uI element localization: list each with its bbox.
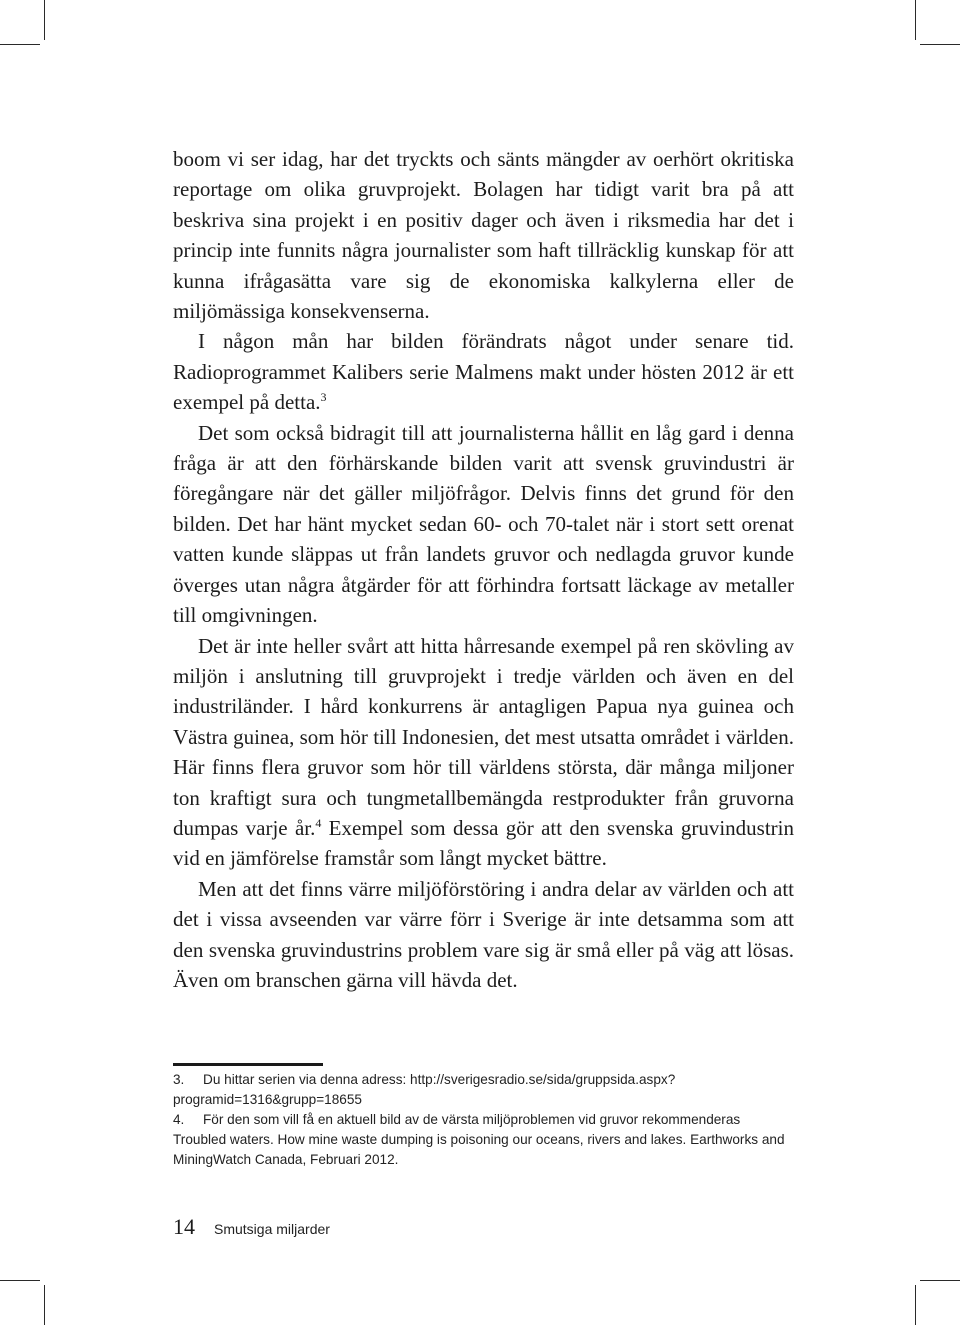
paragraph-4: Det är inte heller svårt att hitta hårresande exempel på ren skövling av miljön i anslutning till gruvprojekt i tredje världen och även en del industriländer. I hård konkurrens är antagligen Papua nya guinea och Västra guinea, som hör till Indonesien, det mest utsatta området i världen. Här finns flera gruvor som hör till världens största, där många miljoner ton kraftigt sura och tungmetallbemängda restprodukter från gruvorna dumpas varje år.$^4$ Exempel som dessa gör att den svenska gruvindustrin vid en jämförelse framstår som långt mycket bättre. <box>173 633 794 871</box>
footnote-text: För den som vill få en aktuell bild av de värsta miljöproblemen vid gruvor rekommenderas Troubled waters. How mine waste dumping is poisoning our oceans, rivers and lakes. Earthworks and MiningWatch Canada, Februari 2012. <box>173 1112 785 1167</box>
crop-mark-bottom-right <box>915 1285 916 1325</box>
paragraph-5: Men att det finns värre miljöförstöring i andra delar av världen och att det i vissa avseenden var värre förr i Sverige är inte detsamma som att den svenska gruvindustrins problem vare sig är små eller på väg att lösas. Även om branschen gärna vill hävda det. <box>173 876 794 992</box>
body-text <box>173 144 794 995</box>
footnote-text: Du hittar serien via denna adress: http://sverigesradio.se/sida/gruppsida.aspx?programid=1316&grupp=18655 <box>173 1072 676 1107</box>
crop-mark-bottom-left <box>44 1285 45 1325</box>
running-title: Smutsiga miljarder <box>214 1221 330 1237</box>
crop-mark-top-right <box>915 0 916 40</box>
footnotes <box>173 1070 793 1170</box>
page-number: 14 <box>173 1214 195 1239</box>
crop-mark-left-bottom <box>0 1280 40 1281</box>
footnote-number: 3. <box>173 1072 185 1087</box>
paragraph-2: I någon mån har bilden förändrats något under senare tid. Radioprogrammet Kalibers serie Malmens makt under hösten 2012 är ett exempel på detta.$^3$ <box>173 329 794 415</box>
footnote-ref-4[interactable]: 4 <box>315 815 322 830</box>
footnote-3 <box>173 1070 793 1110</box>
crop-mark-right-top <box>920 44 960 45</box>
crop-mark-right-bottom <box>920 1280 960 1281</box>
footnote-number: 4. <box>173 1112 185 1127</box>
crop-mark-top-left <box>44 0 45 40</box>
footnote-rule <box>173 1063 323 1066</box>
footnote-ref-3[interactable]: 3 <box>320 390 327 405</box>
paragraph-3: Det som också bidragit till att journalisterna hållit en låg gard i denna fråga är att den förhärskande bilden varit att svensk gruvindustri är föregångare när det gäller miljöfrågor. Delvis finns det grund för den bilden. Det har hänt mycket sedan 60- och 70-talet när i stort sett orenat vatten kunde släppas ut från landets gruvor och nedlagda gruvor kunde överges utan några åtgärder för att förhindra fortsatt läckage av metaller till omgivningen. <box>173 420 794 628</box>
crop-mark-left-top <box>0 44 40 45</box>
footnote-4 <box>173 1110 793 1170</box>
paragraph-1: boom vi ser idag, har det tryckts och sänts mängder av oerhört okritiska reportage om olika gruvprojekt. Bolagen har tidigt varit bra på att beskriva sina projekt i en positiv dager och även i riksmedia har det i princip inte funnits några journalister som haft tillräcklig kunskap för att kunna ifrågasätta vare sig de ekonomiska kalkylerna eller de miljömässiga konsekvenserna. <box>173 147 794 324</box>
